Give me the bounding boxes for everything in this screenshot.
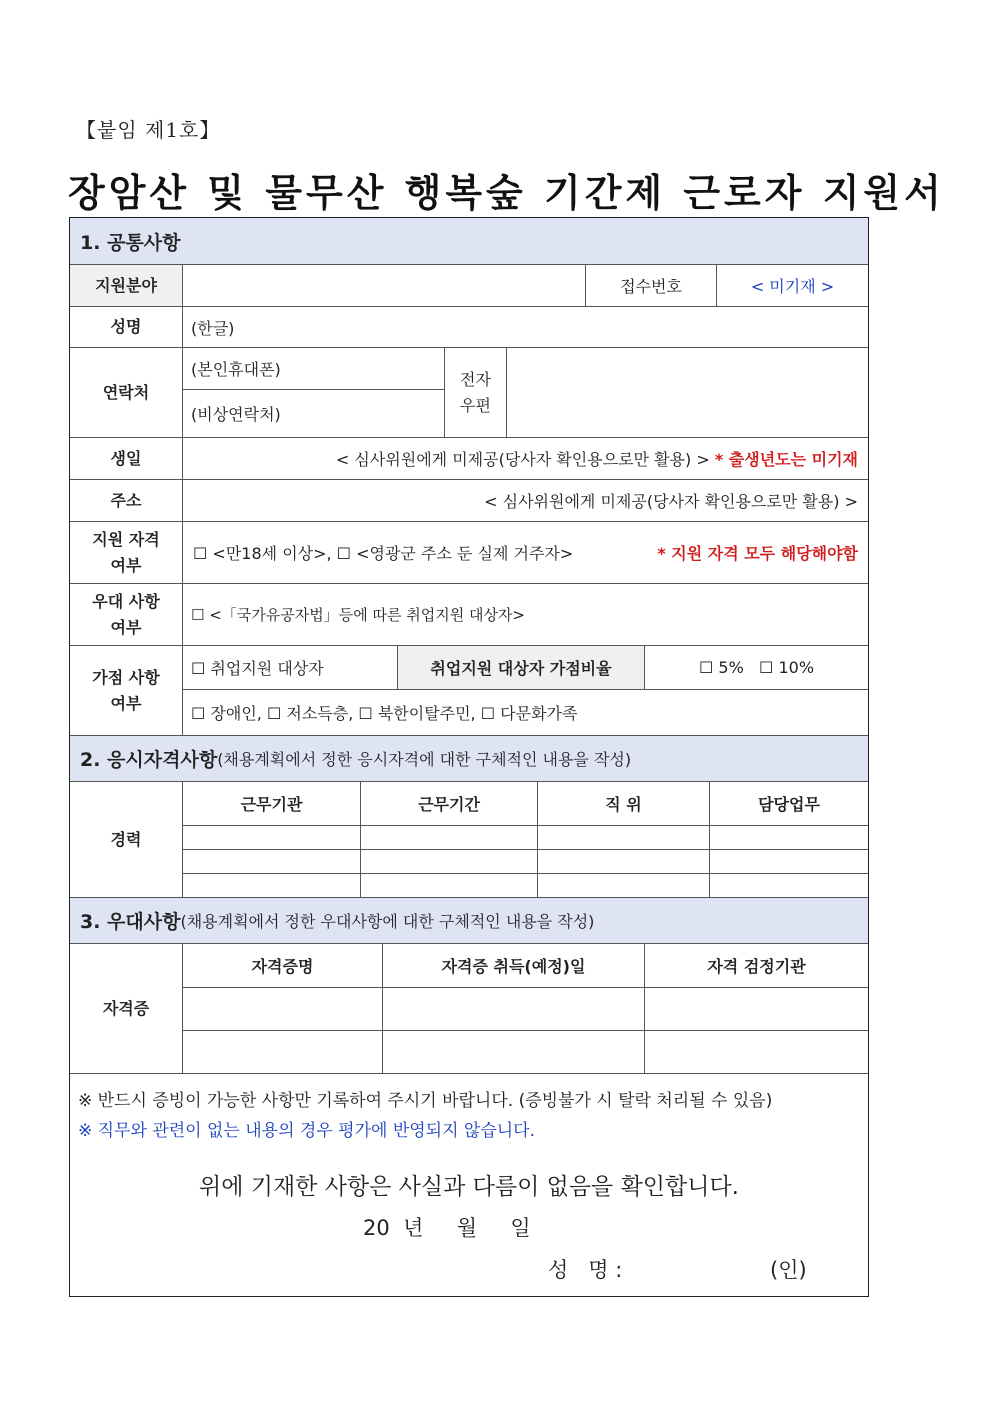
preference-label-line2: 여부: [110, 617, 142, 637]
receipt-label: 접수번호: [585, 264, 716, 306]
career-row1-position[interactable]: [537, 825, 709, 849]
qualification-label: [70, 521, 182, 583]
section2-heading: 2. 응시자격사항: [80, 749, 218, 771]
section1-header: [70, 218, 868, 264]
qualification-options[interactable]: [182, 521, 868, 583]
cert-col-agency: 자격 검정기관: [644, 943, 868, 987]
page-title: 장암산 및 물무산 행복숲 기간제 근로자 지원서: [68, 171, 945, 215]
declaration-area: [70, 1073, 868, 1296]
certificate-label: 자격증: [70, 943, 182, 1073]
email-label-line1: 전자: [460, 369, 491, 389]
qualification-label-line2: 여부: [110, 555, 142, 575]
address-note: < 심사위원에게 미제공(당사자 확인용으로만 활용) >: [484, 492, 858, 511]
bonus-label-line1: 가점 사항: [92, 667, 160, 687]
attachment-label: 【붙임 제1호】: [76, 118, 221, 142]
mobile-hint: (본인휴대폰): [191, 360, 281, 379]
bonus-other-checkboxes[interactable]: ☐ 장애인, ☐ 저소득층, ☐ 북한이탈주민, ☐ 다문화가족: [182, 689, 868, 735]
signature-name-label: 성 명 :: [548, 1258, 623, 1282]
section2-header: [70, 735, 868, 781]
section3-header: [70, 897, 868, 943]
birth-note: < 심사위원에게 미제공(당사자 확인용으로만 활용) >: [335, 450, 710, 469]
birth-input[interactable]: [182, 437, 868, 479]
bonus-label: [70, 645, 182, 735]
preference-label: [70, 583, 182, 645]
career-row3-position[interactable]: [537, 873, 709, 897]
email-label: [444, 347, 506, 437]
career-row3-org[interactable]: [182, 873, 360, 897]
emergency-input[interactable]: [182, 389, 444, 437]
preference-options[interactable]: [182, 583, 868, 645]
cert-row2-date[interactable]: [382, 1030, 644, 1073]
cert-row1-date[interactable]: [382, 987, 644, 1030]
career-row2-org[interactable]: [182, 849, 360, 873]
address-input[interactable]: [182, 479, 868, 521]
mobile-input[interactable]: [182, 347, 444, 389]
cert-row2-agency[interactable]: [644, 1030, 868, 1073]
career-row1-org[interactable]: [182, 825, 360, 849]
cert-row2-name[interactable]: [182, 1030, 382, 1073]
name-label: 성명: [70, 306, 182, 347]
career-col-period: 근무기간: [360, 781, 537, 825]
preference-checkbox[interactable]: ☐ <「국가유공자법」등에 따른 취업지원 대상자>: [191, 606, 525, 624]
career-row2-duty[interactable]: [709, 849, 868, 873]
field-input[interactable]: [182, 264, 585, 306]
career-col-position: 직 위: [537, 781, 709, 825]
emergency-hint: (비상연락처): [191, 405, 281, 424]
qualification-warning: * 지원 자격 모두 해당해야함: [657, 544, 858, 563]
bonus-rate-options[interactable]: ☐ 5% ☐ 10%: [644, 645, 868, 689]
bonus-employment-checkbox[interactable]: ☐ 취업지원 대상자: [182, 645, 397, 689]
date-line: 20 년 월 일: [363, 1216, 531, 1240]
career-row2-position[interactable]: [537, 849, 709, 873]
address-label: 주소: [70, 479, 182, 521]
career-row3-duty[interactable]: [709, 873, 868, 897]
cert-col-date: 자격증 취득(예정)일: [382, 943, 644, 987]
field-label: 지원분야: [70, 264, 182, 306]
contact-label: 연락처: [70, 347, 182, 437]
career-col-duty: 담당업무: [709, 781, 868, 825]
name-input[interactable]: [182, 306, 868, 347]
qualification-label-line1: 지원 자격: [92, 529, 160, 549]
bonus-label-line2: 여부: [110, 693, 142, 713]
name-hint: (한글): [191, 318, 235, 338]
section2-subheading: (채용계획에서 정한 응시자격에 대한 구체적인 내용을 작성): [217, 750, 632, 769]
preference-label-line1: 우대 사항: [92, 591, 160, 611]
career-row1-period[interactable]: [360, 825, 537, 849]
evidence-note: ※ 반드시 증빙이 가능한 사항만 기록하여 주시기 바랍니다. (증빙불가 시 탈락 처리될 수 있음): [78, 1091, 773, 1111]
confirmation-statement: 위에 기재한 사항은 사실과 다름이 없음을 확인합니다.: [199, 1174, 739, 1200]
birth-label: 생일: [70, 437, 182, 479]
relevance-note: ※ 직무와 관련이 없는 내용의 경우 평가에 반영되지 않습니다.: [78, 1121, 536, 1141]
email-label-line2: 우편: [460, 395, 491, 415]
career-row1-duty[interactable]: [709, 825, 868, 849]
career-label: 경력: [70, 781, 182, 897]
section3-subheading: (채용계획에서 정한 우대사항에 대한 구체적인 내용을 작성): [180, 912, 595, 931]
application-form: [69, 217, 869, 1297]
birth-warning: * 출생년도는 미기재: [714, 450, 858, 469]
cert-row1-agency[interactable]: [644, 987, 868, 1030]
signature-seal[interactable]: (인): [770, 1258, 807, 1282]
bonus-rate-label: 취업지원 대상자 가점비율: [397, 645, 644, 689]
section1-heading: 1. 공통사항: [80, 231, 181, 254]
cert-col-name: 자격증명: [182, 943, 382, 987]
section3-heading: 3. 우대사항: [80, 911, 181, 933]
career-row2-period[interactable]: [360, 849, 537, 873]
email-input[interactable]: [506, 347, 868, 437]
career-row3-period[interactable]: [360, 873, 537, 897]
receipt-value: < 미기재 >: [716, 264, 868, 306]
cert-row1-name[interactable]: [182, 987, 382, 1030]
qualification-checkboxes[interactable]: ☐ <만18세 이상>, ☐ <영광군 주소 둔 실제 거주자>: [193, 544, 574, 563]
career-col-org: 근무기관: [182, 781, 360, 825]
